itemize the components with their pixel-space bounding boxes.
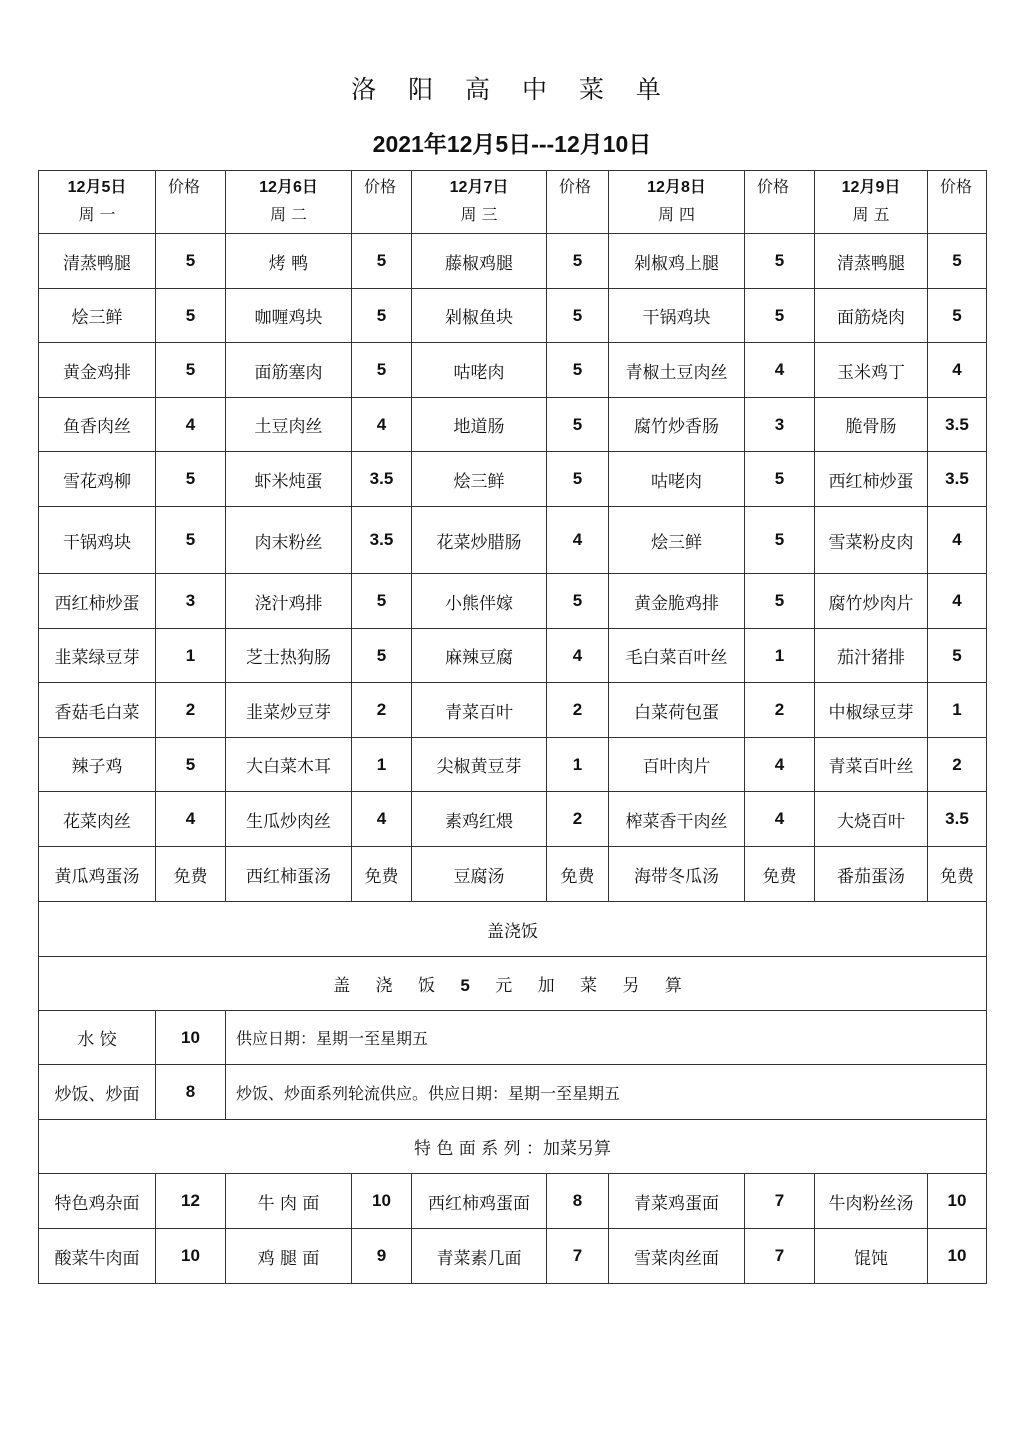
dish-price: 1 [352, 738, 412, 792]
noodle-name: 牛肉粉丝汤 [815, 1174, 928, 1229]
dish-name: 青菜百叶 [412, 683, 547, 738]
staple-row [39, 1065, 987, 1120]
dish-price: 5 [547, 452, 609, 507]
dish-price: 免费 [745, 847, 815, 902]
dish-name: 百叶肉片 [609, 738, 745, 792]
dish-price: 5 [745, 507, 815, 574]
day-header-tue [226, 171, 352, 234]
noodle-price: 10 [928, 1229, 987, 1284]
dish-name: 青菜百叶丝 [815, 738, 928, 792]
dish-name: 剁椒鸡上腿 [609, 234, 745, 289]
dish-price: 5 [352, 629, 412, 683]
dish-name: 芝士热狗肠 [226, 629, 352, 683]
staple-note: 炒饭、炒面系列轮流供应。供应日期：星期一至星期五 [226, 1065, 987, 1120]
dish-name: 素鸡红煨 [412, 792, 547, 847]
dish-name: 麻辣豆腐 [412, 629, 547, 683]
dish-price: 2 [547, 792, 609, 847]
dish-name: 西红柿炒蛋 [39, 574, 156, 629]
dish-price: 3.5 [928, 452, 987, 507]
day-date: 12月7日 [449, 179, 509, 196]
day-date: 12月6日 [259, 179, 318, 196]
dish-name: 生瓜炒肉丝 [226, 792, 352, 847]
dish-name: 清蒸鸭腿 [39, 234, 156, 289]
page-title: 洛 阳 高 中 菜 单 [351, 75, 673, 104]
dish-name: 虾米炖蛋 [226, 452, 352, 507]
dish-price: 5 [352, 234, 412, 289]
noodles-heading: 特 色 面 系 列 ：加菜另算 [39, 1120, 987, 1174]
dish-name: 花菜肉丝 [39, 792, 156, 847]
dish-name: 雪花鸡柳 [39, 452, 156, 507]
dish-price: 4 [156, 792, 226, 847]
dish-price: 2 [352, 683, 412, 738]
dish-name: 黄瓜鸡蛋汤 [39, 847, 156, 902]
dish-name: 青椒土豆肉丝 [609, 343, 745, 398]
dish-price: 2 [156, 683, 226, 738]
dish-name: 西红柿蛋汤 [226, 847, 352, 902]
noodle-price: 9 [352, 1229, 412, 1284]
dish-price: 1 [745, 629, 815, 683]
dish-name: 豆腐汤 [412, 847, 547, 902]
dish-name: 清蒸鸭腿 [815, 234, 928, 289]
dish-row [39, 847, 987, 902]
staple-price: 10 [156, 1011, 226, 1065]
dish-name: 香菇毛白菜 [39, 683, 156, 738]
dish-row [39, 452, 987, 507]
dish-name: 面筋烧肉 [815, 289, 928, 343]
gaijiao-heading: 盖浇饭 [39, 902, 987, 957]
dish-price: 3.5 [928, 792, 987, 847]
staple-row [39, 1011, 987, 1065]
dish-price: 5 [745, 574, 815, 629]
day-weekday: 周 四 [657, 205, 696, 224]
noodle-name: 鸡 腿 面 [226, 1229, 352, 1284]
dish-name: 浇汁鸡排 [226, 574, 352, 629]
dish-name: 咕咾肉 [412, 343, 547, 398]
noodle-row [39, 1174, 987, 1229]
dish-name: 白菜荷包蛋 [609, 683, 745, 738]
dish-price: 5 [156, 234, 226, 289]
noodle-price: 10 [928, 1174, 987, 1229]
dish-price: 4 [547, 629, 609, 683]
dish-row [39, 343, 987, 398]
dish-price: 3.5 [352, 507, 412, 574]
price-header: 价格 [547, 171, 609, 234]
dish-price: 2 [745, 683, 815, 738]
dish-price: 免费 [928, 847, 987, 902]
noodle-price: 10 [352, 1174, 412, 1229]
dish-price: 4 [547, 507, 609, 574]
dish-price: 4 [745, 343, 815, 398]
gaijiao-line-a: 盖 浇 饭 [333, 976, 461, 996]
dish-name: 烩三鲜 [39, 289, 156, 343]
menu-table [38, 170, 987, 1284]
dish-price: 5 [156, 738, 226, 792]
dish-name: 韭菜炒豆芽 [226, 683, 352, 738]
dish-name: 咕咾肉 [609, 452, 745, 507]
dish-row [39, 738, 987, 792]
dish-name: 黄金脆鸡排 [609, 574, 745, 629]
staple-price: 8 [156, 1065, 226, 1120]
gaijiao-price-line [39, 957, 987, 1011]
dish-row [39, 398, 987, 452]
dish-price: 5 [547, 343, 609, 398]
dish-name: 地道肠 [412, 398, 547, 452]
noodle-price: 7 [547, 1229, 609, 1284]
gaijiao-price: 5 [460, 976, 480, 995]
staple-name: 炒饭、炒面 [39, 1065, 156, 1120]
dish-price: 5 [547, 289, 609, 343]
staple-name: 水 饺 [39, 1011, 156, 1065]
dish-name: 土豆肉丝 [226, 398, 352, 452]
dish-price: 3 [745, 398, 815, 452]
dish-row [39, 507, 987, 574]
gaijiao-line-b: 元 加 菜 另 算 [479, 976, 692, 996]
dish-row [39, 629, 987, 683]
dish-price: 免费 [547, 847, 609, 902]
dish-price: 1 [156, 629, 226, 683]
dish-name: 尖椒黄豆芽 [412, 738, 547, 792]
dish-name: 剁椒鱼块 [412, 289, 547, 343]
gaijiao-price-row [39, 957, 987, 1011]
dish-name: 脆骨肠 [815, 398, 928, 452]
noodle-name: 雪菜肉丝面 [609, 1229, 745, 1284]
dish-price: 4 [352, 792, 412, 847]
dish-price: 5 [745, 289, 815, 343]
noodle-price: 7 [745, 1229, 815, 1284]
day-weekday: 周 三 [460, 205, 498, 224]
dish-price: 4 [745, 738, 815, 792]
price-header: 价格 [745, 171, 815, 234]
dish-row [39, 792, 987, 847]
dish-price: 5 [156, 452, 226, 507]
dish-price: 5 [156, 507, 226, 574]
dish-name: 辣子鸡 [39, 738, 156, 792]
dish-name: 干锅鸡块 [609, 289, 745, 343]
dish-name: 面筋塞肉 [226, 343, 352, 398]
dish-price: 4 [745, 792, 815, 847]
day-date: 12月5日 [67, 179, 127, 196]
dish-name: 榨菜香干肉丝 [609, 792, 745, 847]
price-header: 价格 [352, 171, 412, 234]
dish-price: 5 [928, 234, 987, 289]
header-row [39, 171, 987, 234]
dish-name: 肉末粉丝 [226, 507, 352, 574]
dish-name: 大白菜木耳 [226, 738, 352, 792]
dish-name: 腐竹炒肉片 [815, 574, 928, 629]
dish-name: 西红柿炒蛋 [815, 452, 928, 507]
staple-note: 供应日期：星期一至星期五 [226, 1011, 987, 1065]
dish-name: 烤 鸭 [226, 234, 352, 289]
dish-price: 5 [928, 629, 987, 683]
dish-price: 4 [928, 574, 987, 629]
noodle-name: 馄饨 [815, 1229, 928, 1284]
dish-price: 5 [156, 289, 226, 343]
dish-price: 5 [547, 398, 609, 452]
dish-price: 5 [745, 452, 815, 507]
dish-price: 5 [547, 234, 609, 289]
day-weekday: 周 一 [78, 205, 116, 224]
noodle-name: 牛 肉 面 [226, 1174, 352, 1229]
dish-price: 免费 [156, 847, 226, 902]
day-date: 12月8日 [647, 179, 706, 196]
day-date: 12月9日 [841, 179, 901, 196]
dish-name: 干锅鸡块 [39, 507, 156, 574]
noodle-name: 特色鸡杂面 [39, 1174, 156, 1229]
noodle-price: 7 [745, 1174, 815, 1229]
dish-name: 茄汁猪排 [815, 629, 928, 683]
dish-row [39, 574, 987, 629]
dish-name: 韭菜绿豆芽 [39, 629, 156, 683]
dish-price: 4 [928, 507, 987, 574]
dish-price: 3 [156, 574, 226, 629]
dish-row [39, 234, 987, 289]
dish-price: 免费 [352, 847, 412, 902]
day-weekday: 周 二 [269, 205, 308, 224]
dish-price: 3.5 [928, 398, 987, 452]
noodle-name: 青菜素几面 [412, 1229, 547, 1284]
dish-price: 5 [928, 289, 987, 343]
noodle-name: 西红柿鸡蛋面 [412, 1174, 547, 1229]
day-header-thu [609, 171, 745, 234]
noodle-price: 12 [156, 1174, 226, 1229]
dish-price: 2 [928, 738, 987, 792]
noodle-name: 酸菜牛肉面 [39, 1229, 156, 1284]
dish-price: 5 [547, 574, 609, 629]
dish-name: 鱼香肉丝 [39, 398, 156, 452]
day-weekday: 周 五 [852, 205, 890, 224]
dish-price: 5 [352, 574, 412, 629]
price-header: 价格 [928, 171, 987, 234]
dish-name: 腐竹炒香肠 [609, 398, 745, 452]
dish-price: 1 [928, 683, 987, 738]
dish-price: 3.5 [352, 452, 412, 507]
dish-name: 烩三鲜 [412, 452, 547, 507]
dish-price: 5 [352, 289, 412, 343]
dish-price: 4 [928, 343, 987, 398]
menu-body [39, 171, 987, 1284]
noodle-row [39, 1229, 987, 1284]
gaijiao-heading-row [39, 902, 987, 957]
noodle-name: 青菜鸡蛋面 [609, 1174, 745, 1229]
dish-name: 番茄蛋汤 [815, 847, 928, 902]
noodles-heading-row [39, 1120, 987, 1174]
day-header-wed [412, 171, 547, 234]
dish-name: 烩三鲜 [609, 507, 745, 574]
dish-name: 玉米鸡丁 [815, 343, 928, 398]
dish-name: 藤椒鸡腿 [412, 234, 547, 289]
dish-price: 5 [156, 343, 226, 398]
dish-price: 5 [745, 234, 815, 289]
dish-price: 1 [547, 738, 609, 792]
dish-row [39, 683, 987, 738]
dish-name: 大烧百叶 [815, 792, 928, 847]
noodle-price: 10 [156, 1229, 226, 1284]
day-header-mon [39, 171, 156, 234]
dish-row [39, 289, 987, 343]
date-range-subtitle: 2021年12月5日---12月10日 [372, 131, 652, 157]
dish-name: 中椒绿豆芽 [815, 683, 928, 738]
price-header: 价格 [156, 171, 226, 234]
dish-price: 2 [547, 683, 609, 738]
dish-name: 海带冬瓜汤 [609, 847, 745, 902]
dish-name: 雪菜粉皮肉 [815, 507, 928, 574]
dish-name: 花菜炒腊肠 [412, 507, 547, 574]
dish-name: 小熊伴嫁 [412, 574, 547, 629]
day-header-fri [815, 171, 928, 234]
dish-name: 毛白菜百叶丝 [609, 629, 745, 683]
dish-name: 黄金鸡排 [39, 343, 156, 398]
dish-price: 5 [352, 343, 412, 398]
dish-price: 4 [352, 398, 412, 452]
dish-name: 咖喱鸡块 [226, 289, 352, 343]
dish-price: 4 [156, 398, 226, 452]
noodle-price: 8 [547, 1174, 609, 1229]
